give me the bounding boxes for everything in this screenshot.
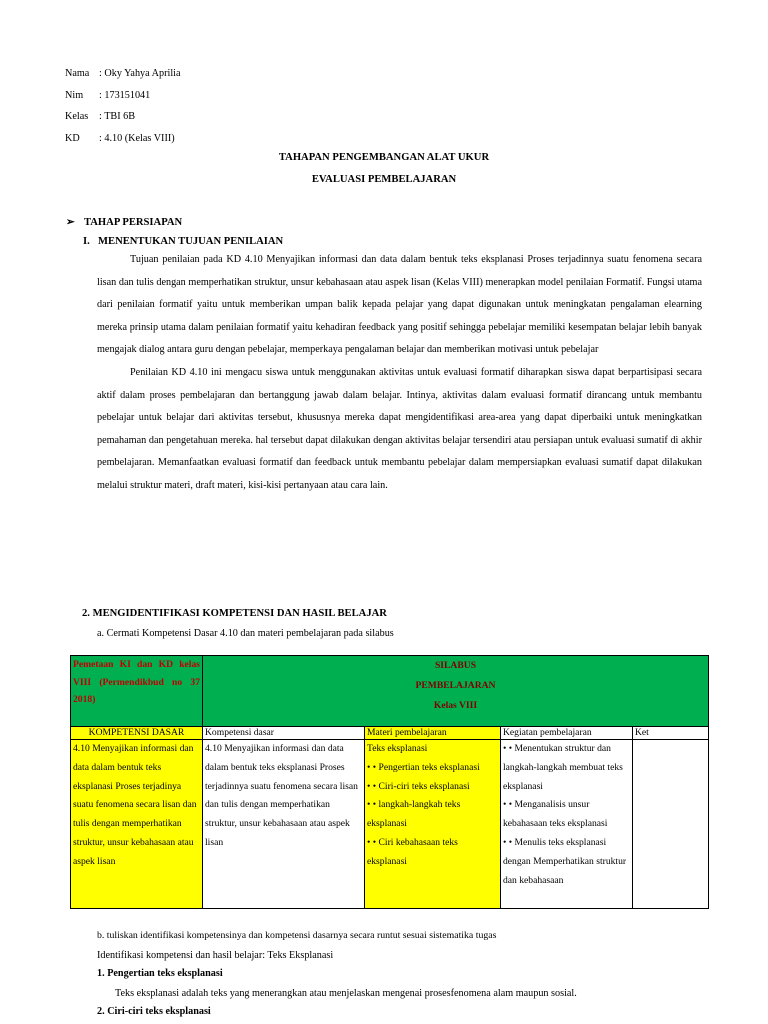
identity-value: : 4.10 (Kelas VIII) [99,132,175,144]
paragraph-tujuan: Tujuan penilaian pada KD 4.10 Menyajikan informasi dan data dalam bentuk teks eksplanasi Proses terjadinnya suatu fenomena secara lisan dan tulis dengan memperhatikan struktur, unsur kebahasaan atau aspek lisan (Kelas VIII) menerapkan model penilaian Formatif. Fungsi utama dari penilaian formatif yaitu untuk memberikan umpan balik kepada pelajar yang dapat digunakan untuk meningkatan pengalaman elearning mereka prinsip utama dalam penilaian formatif yaitu kehadiran feedback yang positif sehingga pebelajar memiliki kesempatan belajar lebih banyak mengajak dialog antara guru dengan pebelajar, memperkaya pengalaman belajar dan memberikan motivasi untuk pebelajar [97,254,702,356]
list-item: Teks eksplanasi [367,743,428,754]
silabus-subtitle: PEMBELAJARAN [415,680,496,691]
list-item: • • Ciri-ciri teks eksplanasi [367,780,470,792]
silabus-title-cell [203,656,709,727]
silabus-table [70,655,709,909]
item-b-text: b. tuliskan identifikasi kompetensinya dan kompetensi dasarnya secara runtut sesuai sistematika tugas [97,930,497,941]
list-item: • • langkah-langkah teks eksplanasi [367,799,461,830]
column-header: Kompetensi dasar [203,727,365,740]
point1-text: Teks eksplanasi adalah teks yang menerangkan atau menjelaskan mengenai prosesfenomena alam maupun sosial. [115,988,577,999]
point1-heading: 1. Pengertian teks eksplanasi [97,968,223,979]
identity-value: : 173151041 [99,89,151,101]
item-a-text: a. Cermati Kompetensi Dasar 4.10 dan materi pembelajaran pada silabus [97,628,394,639]
list-item: • • Menentukan struktur dan langkah-langkah membuat teks eksplanasi [503,743,623,792]
identity-label: Kelas [65,111,89,122]
identity-kd [65,128,181,150]
subsection-number: I. [83,236,90,247]
section-heading-text: TAHAP PERSIAPAN [84,217,183,228]
table-cell-kegiatan [501,740,633,909]
list-item: • • Menulis teks eksplanasi dengan Memperhatikan struktur dan kebahasaan [503,836,627,886]
identity-label: Nim [65,89,84,101]
list-item: • • Ciri kebahasaan teks eksplanasi [367,836,458,867]
pemetaan-cell: Pemetaan KI dan KD kelas VIII (Permendikbud no 37 2018) [71,656,203,727]
point2-heading: 2. Ciri-ciri teks eksplanasi [97,1006,211,1017]
identity-label: Nama [65,68,90,79]
identity-value: : TBI 6B [99,111,136,122]
subsection-heading-text: MENENTUKAN TUJUAN PENILAIAN [98,236,284,247]
document-title-line1: TAHAPAN PENGEMBANGAN ALAT UKUR [278,152,490,163]
table-row [71,727,709,740]
column-header: KOMPETENSI DASAR [71,727,203,740]
identity-label: KD [65,132,80,144]
column-header: Ket [633,727,709,740]
identity-nim [65,85,181,107]
section-heading-kompetensi: 2. MENGIDENTIFIKASI KOMPETENSI DAN HASIL BELAJAR [82,608,387,619]
list-item: • • Menganalisis unsur kebahasaan teks eksplanasi [503,799,608,830]
paragraph-penilaian: Penilaian KD 4.10 ini mengacu siswa untuk menggunakan aktivitas untuk evaluasi formatif diharapkan siswa dapat berpartisipasi secara aktif dalam proses pembelajaran dan bertanggung jawab dalam belajar. Intinya, aktivitas dalam evaluasi formatif dirancang untuk membantu pebelajar untuk belajar dari aktivitas tersebut, khususnya mereka dapat mengidentifikasi area-area yang dapat diperbaiki untuk meningkatkan pemahaman dan pengetahuan mereka. hal tersebut dapat dilakukan dengan aktivitas belajar tersendiri atau persiapan untuk evaluasi sumatif di akhir pembelajaran. Memanfaatkan evaluasi formatif dan feedback untuk membantu pebelajar dalam mempersiapkan evaluasi sumatif dapat dilakukan melalui struktur materi, draft materi, kisi-kisi pertanyaan atau cara lain. [97,367,702,491]
identity-kelas [65,106,181,128]
table-row [71,740,709,909]
column-header: Materi pembelajaran [365,727,501,740]
table-cell-kd: 4.10 Menyajikan informasi dan data dalam bentuk teks eksplanasi Proses terjadinya suatu fenomena secara lisan dan tulis dengan memperhatikan struktur, unsur kebahasaan atau aspek lisan [71,740,203,909]
list-item: • • Pengertian teks eksplanasi [367,761,480,773]
arrow-bullet-icon: ➢ [66,217,75,228]
silabus-class: Kelas VIII [433,700,478,711]
identity-value: : Oky Yahya Aprilia [99,68,181,79]
identity-block [65,63,181,149]
table-header-row [71,656,709,727]
column-header: Kegiatan pembelajaran [501,727,633,740]
identifikasi-text: Identifikasi kompetensi dan hasil belajar: Teks Eksplanasi [97,950,334,961]
silabus-title: SILABUS [434,660,477,671]
section-heading-persiapan [66,216,182,228]
table-cell-ket [633,740,709,909]
table-cell-materi [365,740,501,909]
table-cell-kd2: 4.10 Menyajikan informasi dan data dalam bentuk teks eksplanasi Proses terjadinnya suatu fenomena secara lisan dan tulis dengan memperhatikan struktur, unsur kebahasaan atau aspek lisan [203,740,365,909]
identity-nama [65,63,181,85]
document-title-line2: EVALUASI PEMBELAJARAN [311,174,457,185]
subsection-heading-tujuan [83,236,283,247]
